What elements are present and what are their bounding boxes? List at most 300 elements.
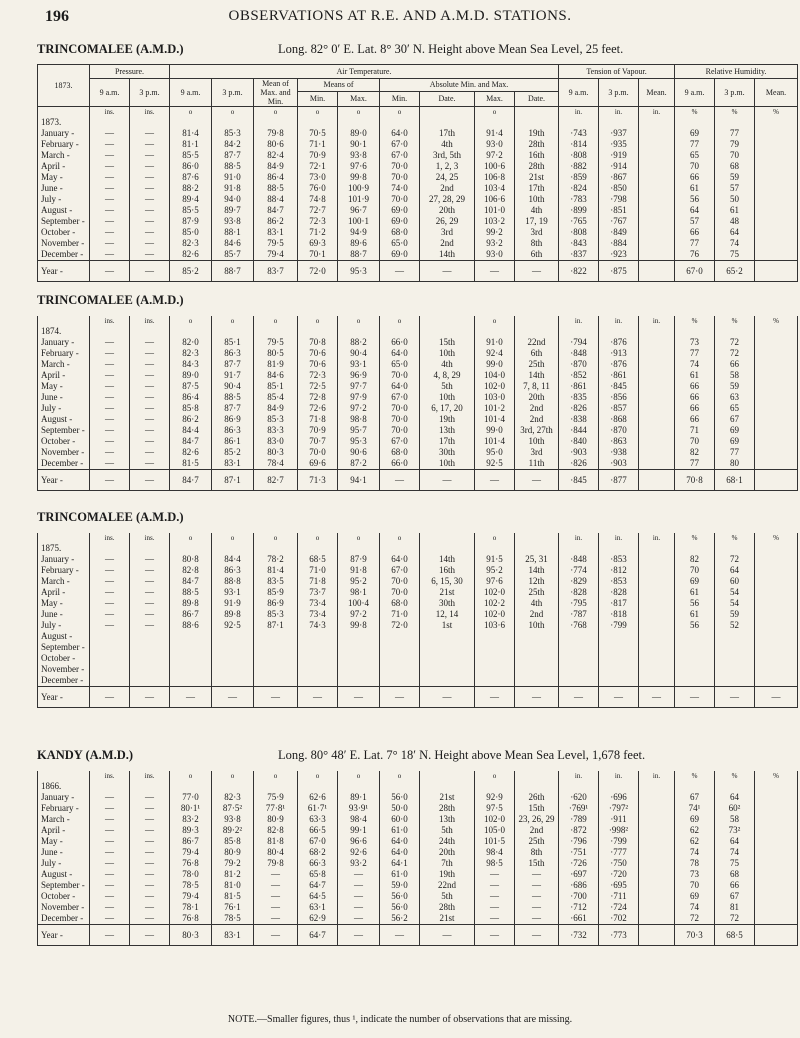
data-cell: — <box>90 458 130 470</box>
empty-cell <box>254 781 298 792</box>
table-row <box>38 825 798 836</box>
data-cell: 64·0 <box>380 836 420 847</box>
data-cell: 73 <box>675 869 715 880</box>
empty-cell <box>212 326 254 337</box>
data-cell: 28th <box>420 902 475 913</box>
empty-cell <box>715 326 755 337</box>
month-label: October - <box>38 227 90 238</box>
data-cell: ·882 <box>559 161 599 172</box>
data-cell: — <box>130 216 170 227</box>
data-cell: — <box>515 902 559 913</box>
year-cell: 87·1 <box>212 470 254 491</box>
data-cell <box>420 664 475 675</box>
unit-label: in. <box>599 107 639 118</box>
data-cell: 85·1 <box>212 337 254 348</box>
month-label: July - <box>38 620 90 631</box>
data-cell: 97·9 <box>338 392 380 403</box>
data-cell: — <box>130 814 170 825</box>
data-cell: 70·0 <box>380 370 420 381</box>
unit-label <box>420 533 475 543</box>
data-cell: — <box>90 792 130 803</box>
data-cell: 97·5 <box>475 803 515 814</box>
col-max: Max. <box>338 91 380 106</box>
data-cell: — <box>90 381 130 392</box>
data-cell: — <box>338 902 380 913</box>
data-cell <box>475 675 515 687</box>
empty-cell <box>755 117 798 128</box>
data-cell <box>639 348 675 359</box>
data-cell: 88·5 <box>170 587 212 598</box>
data-cell: — <box>130 902 170 913</box>
data-cell: 19th <box>420 414 475 425</box>
data-cell: ·695 <box>599 880 639 891</box>
data-cell: 100·1 <box>338 216 380 227</box>
data-cell: 63·1 <box>298 902 338 913</box>
data-cell: 11th <box>515 458 559 470</box>
data-cell <box>755 183 798 194</box>
year-cell: — <box>559 687 599 708</box>
table-row <box>38 620 798 631</box>
data-cell: ·838 <box>559 414 599 425</box>
table-row <box>38 414 798 425</box>
empty-cell <box>675 781 715 792</box>
year-cell: — <box>715 687 755 708</box>
unit-label: o <box>254 316 298 326</box>
month-label: May - <box>38 172 90 183</box>
data-cell: 66 <box>715 880 755 891</box>
data-cell: 93·1 <box>212 587 254 598</box>
data-cell: 83·0 <box>254 436 298 447</box>
data-cell: 97·2 <box>338 609 380 620</box>
data-cell: 70·0 <box>380 403 420 414</box>
month-label: October - <box>38 436 90 447</box>
data-cell <box>755 172 798 183</box>
year-cell: — <box>515 470 559 491</box>
year-cell: — <box>420 261 475 282</box>
data-cell: — <box>130 436 170 447</box>
empty-cell <box>298 543 338 554</box>
data-cell <box>380 631 420 642</box>
col-mean-max-min: Mean of Max. and Min. <box>254 79 298 107</box>
data-cell: 2nd <box>420 238 475 249</box>
data-cell <box>212 642 254 653</box>
data-cell <box>639 858 675 869</box>
data-cell <box>639 642 675 653</box>
data-cell: — <box>338 869 380 880</box>
data-cell: 78·5 <box>212 913 254 925</box>
data-cell <box>755 128 798 139</box>
table-row <box>38 836 798 847</box>
data-cell <box>90 631 130 642</box>
data-cell: 4th <box>420 139 475 150</box>
data-cell <box>639 337 675 348</box>
data-cell: 88·1 <box>212 227 254 238</box>
data-cell: ·661 <box>559 913 599 925</box>
data-cell: 89·0 <box>338 128 380 139</box>
data-cell: 102·0 <box>475 609 515 620</box>
data-cell: 62 <box>675 825 715 836</box>
unit-label: % <box>715 771 755 781</box>
data-cell: 64·0 <box>380 381 420 392</box>
data-cell <box>515 675 559 687</box>
data-cell: 93·2 <box>338 858 380 869</box>
data-cell: 104·0 <box>475 370 515 381</box>
data-cell <box>715 631 755 642</box>
data-cell <box>755 139 798 150</box>
data-cell: ·789 <box>559 814 599 825</box>
data-cell: — <box>130 381 170 392</box>
data-cell <box>755 348 798 359</box>
empty-cell <box>338 781 380 792</box>
year-cell: — <box>298 687 338 708</box>
year-cell: — <box>515 925 559 946</box>
unit-label: o <box>380 533 420 543</box>
data-cell: 80·5 <box>254 348 298 359</box>
data-cell: 87·2 <box>338 458 380 470</box>
data-cell <box>170 653 212 664</box>
data-cell: — <box>90 858 130 869</box>
data-cell <box>515 653 559 664</box>
empty-cell <box>212 543 254 554</box>
station-year: 1874. <box>38 326 90 337</box>
data-cell: — <box>130 803 170 814</box>
data-cell: — <box>90 238 130 249</box>
data-cell: ·857 <box>599 403 639 414</box>
data-cell: — <box>90 447 130 458</box>
data-cell: ·795 <box>559 598 599 609</box>
year-cell: 83·1 <box>212 925 254 946</box>
data-cell: 85·7 <box>212 249 254 261</box>
table-row <box>38 403 798 414</box>
data-cell: — <box>130 205 170 216</box>
data-cell: 88·5 <box>212 161 254 172</box>
data-cell: 25th <box>515 359 559 370</box>
data-cell <box>380 653 420 664</box>
data-cell <box>639 359 675 370</box>
empty-cell <box>130 781 170 792</box>
data-cell: 89·3 <box>170 825 212 836</box>
data-cell: — <box>90 403 130 414</box>
data-cell: 89·4 <box>170 194 212 205</box>
data-cell: ·919 <box>599 150 639 161</box>
data-cell: 86·4 <box>170 392 212 403</box>
data-cell: 62 <box>675 836 715 847</box>
empty-cell <box>170 781 212 792</box>
data-cell: 68·5 <box>298 554 338 565</box>
data-cell: 77 <box>675 348 715 359</box>
unit-label: % <box>715 107 755 118</box>
data-cell: 82 <box>675 447 715 458</box>
empty-cell <box>675 117 715 128</box>
data-cell: 64·1 <box>380 858 420 869</box>
data-cell: ·876 <box>599 337 639 348</box>
empty-cell <box>212 781 254 792</box>
data-cell: 21st <box>420 587 475 598</box>
data-cell <box>675 653 715 664</box>
col-tension: Tension of Vapour. <box>559 65 675 79</box>
table-row <box>38 554 798 565</box>
data-cell: 75·9 <box>254 792 298 803</box>
data-cell <box>254 631 298 642</box>
data-cell: ·620 <box>559 792 599 803</box>
data-cell: ·870 <box>559 359 599 370</box>
data-cell: 67·0 <box>380 565 420 576</box>
empty-cell <box>298 117 338 128</box>
data-cell: 57 <box>715 183 755 194</box>
year-cell: — <box>90 261 130 282</box>
data-cell: 79 <box>715 139 755 150</box>
unit-label: % <box>715 533 755 543</box>
data-cell: 24th <box>420 836 475 847</box>
data-cell: 25th <box>515 587 559 598</box>
year-total-row <box>38 925 798 946</box>
month-label: September - <box>38 216 90 227</box>
data-cell: — <box>90 913 130 925</box>
data-cell: 85·3 <box>254 414 298 425</box>
data-cell: — <box>90 359 130 370</box>
data-cell: 92·5 <box>212 620 254 631</box>
data-cell: 80 <box>715 458 755 470</box>
data-cell: 84·9 <box>254 161 298 172</box>
data-cell: 84·2 <box>212 139 254 150</box>
data-cell: 82·4 <box>254 150 298 161</box>
data-cell <box>475 642 515 653</box>
data-cell: 93·0 <box>475 139 515 150</box>
table-row <box>38 128 798 139</box>
data-cell: — <box>90 139 130 150</box>
unit-label: o <box>254 107 298 118</box>
data-cell <box>755 359 798 370</box>
data-cell: 68·0 <box>380 447 420 458</box>
data-cell: 68·0 <box>380 598 420 609</box>
data-cell: 72·3 <box>298 370 338 381</box>
data-cell: — <box>130 913 170 925</box>
year-cell: — <box>475 687 515 708</box>
data-cell: 74 <box>715 238 755 249</box>
data-cell: 15th <box>420 337 475 348</box>
data-cell: — <box>130 598 170 609</box>
data-cell: ·797² <box>599 803 639 814</box>
data-cell: 88·5 <box>212 392 254 403</box>
month-label: December - <box>38 675 90 687</box>
data-cell: 101·2 <box>475 403 515 414</box>
data-cell: ·913 <box>599 348 639 359</box>
data-cell: 69 <box>675 576 715 587</box>
data-cell: 65 <box>715 403 755 414</box>
data-cell: ·867 <box>599 172 639 183</box>
data-cell <box>639 792 675 803</box>
data-cell: 97·7 <box>338 381 380 392</box>
data-cell <box>639 172 675 183</box>
units-blank <box>38 771 90 781</box>
table-row <box>38 161 798 172</box>
col-air-temperature: Air Temperature. <box>170 65 559 79</box>
data-cell: 4th <box>420 359 475 370</box>
unit-label: in. <box>559 533 599 543</box>
data-cell: — <box>130 620 170 631</box>
data-cell: 94·9 <box>338 227 380 238</box>
data-cell: 106·6 <box>475 194 515 205</box>
data-cell: ·824 <box>559 183 599 194</box>
data-cell: 61 <box>675 183 715 194</box>
unit-label: % <box>675 771 715 781</box>
data-cell: ·743 <box>559 128 599 139</box>
data-cell: 78·5 <box>170 880 212 891</box>
data-cell <box>639 576 675 587</box>
data-cell: ·914 <box>599 161 639 172</box>
data-cell: 61 <box>675 370 715 381</box>
data-cell: 59 <box>715 609 755 620</box>
footnote: NOTE.—Smaller figures, thus ¹, indicate the number of observations that are missing. <box>227 1014 573 1025</box>
empty-cell <box>639 781 675 792</box>
data-cell: 67·0 <box>380 392 420 403</box>
month-label: November - <box>38 447 90 458</box>
data-cell: 98·4 <box>475 847 515 858</box>
unit-label: in. <box>599 771 639 781</box>
data-cell: 16th <box>420 565 475 576</box>
unit-label: ins. <box>130 107 170 118</box>
table-row <box>38 858 798 869</box>
data-cell: ·868 <box>599 414 639 425</box>
data-cell: 66 <box>715 359 755 370</box>
empty-cell <box>559 326 599 337</box>
data-cell: ·861 <box>559 381 599 392</box>
year-cell: ·845 <box>559 470 599 491</box>
data-cell: 76·1 <box>212 902 254 913</box>
data-cell: 90·1 <box>338 139 380 150</box>
data-cell: 84·7 <box>170 436 212 447</box>
data-cell: — <box>130 139 170 150</box>
data-cell: 74·8 <box>298 194 338 205</box>
data-cell <box>338 642 380 653</box>
data-cell: 56 <box>675 194 715 205</box>
data-cell <box>475 664 515 675</box>
data-cell: 93·0 <box>475 249 515 261</box>
data-cell: 77 <box>715 447 755 458</box>
data-cell: 89·8 <box>212 609 254 620</box>
table-row <box>38 425 798 436</box>
unit-label <box>515 316 559 326</box>
data-cell: 100·4 <box>338 598 380 609</box>
data-cell: — <box>130 565 170 576</box>
data-cell: 24, 25 <box>420 172 475 183</box>
month-label: February - <box>38 139 90 150</box>
data-cell <box>755 825 798 836</box>
data-cell: 72 <box>715 337 755 348</box>
unit-label: % <box>755 771 798 781</box>
empty-cell <box>338 117 380 128</box>
data-cell: 6th <box>515 348 559 359</box>
month-label: May - <box>38 381 90 392</box>
data-cell: — <box>475 902 515 913</box>
data-cell: 80·1¹ <box>170 803 212 814</box>
data-cell: — <box>130 847 170 858</box>
data-cell: 93·8 <box>212 814 254 825</box>
col-3pm: 3 p.m. <box>130 79 170 107</box>
data-cell: 88·2 <box>338 337 380 348</box>
year-cell: ·822 <box>559 261 599 282</box>
data-cell: 74·3 <box>298 620 338 631</box>
data-cell: 82·8 <box>254 825 298 836</box>
data-cell: — <box>90 436 130 447</box>
data-cell: 91·0 <box>212 172 254 183</box>
data-cell: 83·1 <box>254 227 298 238</box>
data-cell: 70 <box>715 150 755 161</box>
data-cell <box>755 554 798 565</box>
data-cell: 30th <box>420 447 475 458</box>
unit-label: o <box>380 316 420 326</box>
data-cell: 95·7 <box>338 425 380 436</box>
data-cell: ·835 <box>559 392 599 403</box>
year-cell: ·877 <box>599 470 639 491</box>
data-cell: 82 <box>675 554 715 565</box>
empty-cell <box>420 326 475 337</box>
data-cell: 102·0 <box>475 381 515 392</box>
data-cell <box>515 631 559 642</box>
empty-cell <box>212 117 254 128</box>
data-cell: 69 <box>715 436 755 447</box>
table-row <box>38 587 798 598</box>
month-label: August - <box>38 414 90 425</box>
data-cell: 67·0 <box>380 150 420 161</box>
data-cell: — <box>254 891 298 902</box>
data-cell: ·903 <box>559 447 599 458</box>
page-header <box>0 6 800 30</box>
data-cell <box>755 436 798 447</box>
unit-label: ins. <box>130 316 170 326</box>
table-row <box>38 348 798 359</box>
data-cell: 78·2 <box>254 554 298 565</box>
data-cell: 27, 28, 29 <box>420 194 475 205</box>
unit-label: in. <box>639 771 675 781</box>
data-cell <box>298 631 338 642</box>
year-cell: 84·7 <box>170 470 212 491</box>
data-cell: — <box>130 227 170 238</box>
unit-label: o <box>170 771 212 781</box>
unit-label: o <box>298 771 338 781</box>
year-cell: 65·2 <box>715 261 755 282</box>
data-cell <box>380 675 420 687</box>
year-cell: — <box>639 687 675 708</box>
data-cell: — <box>130 414 170 425</box>
data-cell: 103·0 <box>475 392 515 403</box>
unit-label: o <box>475 107 515 118</box>
data-cell <box>130 631 170 642</box>
table-row <box>38 803 798 814</box>
data-cell: 84·6 <box>212 238 254 249</box>
data-cell: 69·6 <box>298 458 338 470</box>
data-cell: 82·6 <box>170 249 212 261</box>
station-location: Long. 82° 0′ E. Lat. 8° 30′ N. Height above Mean Sea Level, 25 feet. <box>278 42 624 56</box>
data-cell: 71·8 <box>298 414 338 425</box>
data-cell: 74 <box>715 847 755 858</box>
unit-label: ins. <box>130 533 170 543</box>
data-cell: 81·2 <box>212 869 254 880</box>
data-cell: — <box>130 880 170 891</box>
year-cell: — <box>599 687 639 708</box>
data-cell: — <box>90 414 130 425</box>
month-label: June - <box>38 609 90 620</box>
data-cell: 87·5 <box>170 381 212 392</box>
data-cell: 61·0 <box>380 869 420 880</box>
unit-label: ins. <box>90 533 130 543</box>
data-cell: ·726 <box>559 858 599 869</box>
unit-label <box>515 771 559 781</box>
data-cell <box>639 565 675 576</box>
data-cell <box>639 803 675 814</box>
data-cell: 6, 17, 20 <box>420 403 475 414</box>
data-cell: 56 <box>675 598 715 609</box>
